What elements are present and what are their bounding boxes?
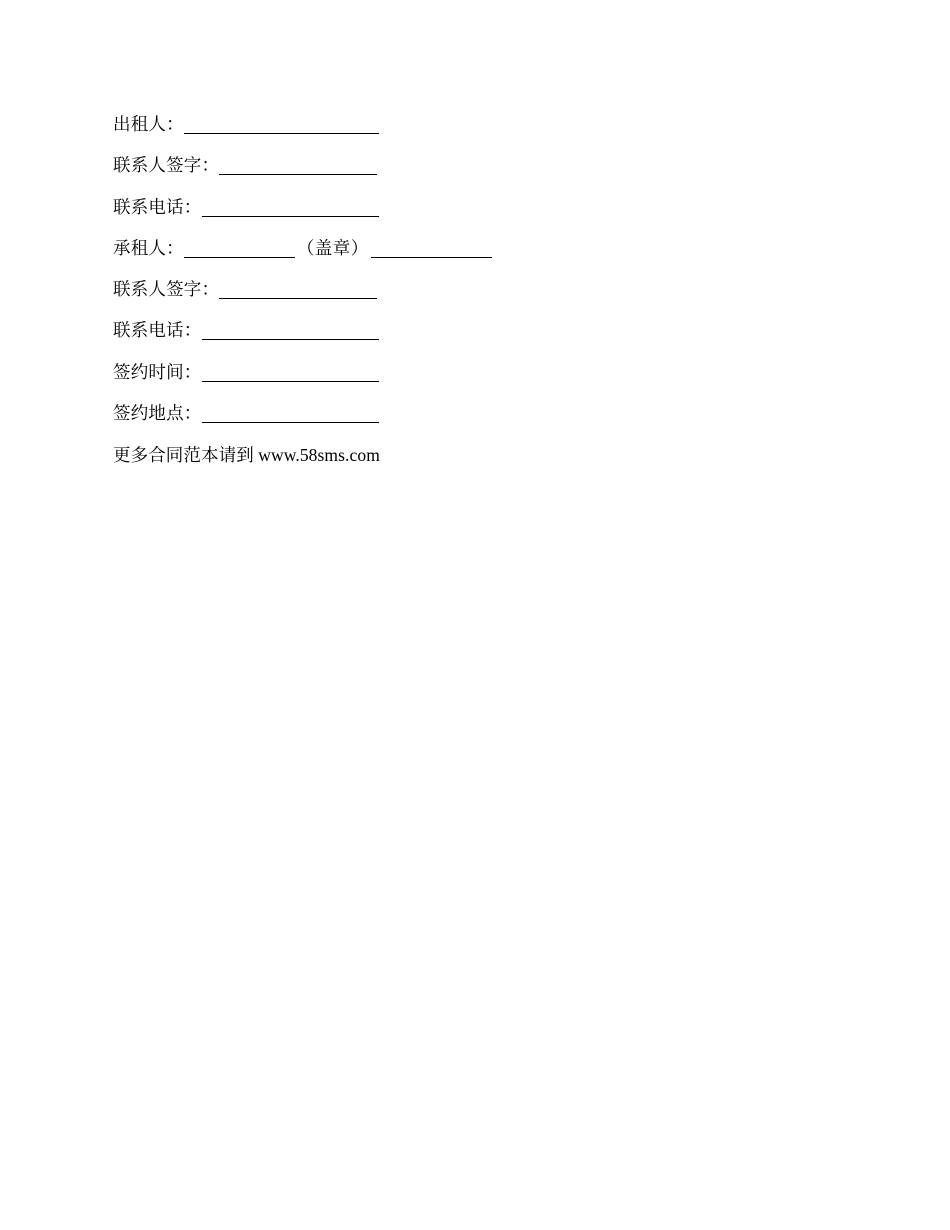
lessee-contact-phone-line xyxy=(113,318,379,342)
sign-time-blank[interactable] xyxy=(202,365,379,382)
lessor-contact-phone-blank[interactable] xyxy=(202,200,379,217)
lessor-label: 出租人： xyxy=(113,114,184,134)
sign-place-blank[interactable] xyxy=(202,406,379,423)
lessee-seal-text: （盖章） xyxy=(296,238,369,258)
sign-place-line xyxy=(113,401,379,425)
lessee-label: 承租人： xyxy=(113,238,184,258)
more-contracts-text: 更多合同范本请到 www.58sms.com xyxy=(113,445,380,465)
lessee-contact-sign-blank[interactable] xyxy=(219,282,377,299)
lessee-line xyxy=(113,236,492,260)
lessor-contact-sign-label: 联系人签字： xyxy=(113,155,220,175)
lessee-blank[interactable] xyxy=(184,241,295,258)
sign-place-label: 签约地点： xyxy=(113,403,202,423)
lessee-contact-sign-line xyxy=(113,277,377,301)
sign-time-line xyxy=(113,360,379,384)
sign-time-label: 签约时间： xyxy=(113,362,202,382)
lessee-contact-phone-blank[interactable] xyxy=(202,323,379,340)
lessor-contact-phone-label: 联系电话： xyxy=(113,197,202,217)
footer-line xyxy=(113,443,380,467)
lessee-contact-sign-label: 联系人签字： xyxy=(113,279,220,299)
lessor-contact-phone-line xyxy=(113,195,379,219)
lessor-line xyxy=(113,112,379,136)
lessor-blank[interactable] xyxy=(184,117,379,134)
lessor-contact-sign-line xyxy=(113,153,377,177)
lessor-contact-sign-blank[interactable] xyxy=(219,158,377,175)
lessee-seal-blank[interactable] xyxy=(371,241,492,258)
lessee-contact-phone-label: 联系电话： xyxy=(113,320,202,340)
